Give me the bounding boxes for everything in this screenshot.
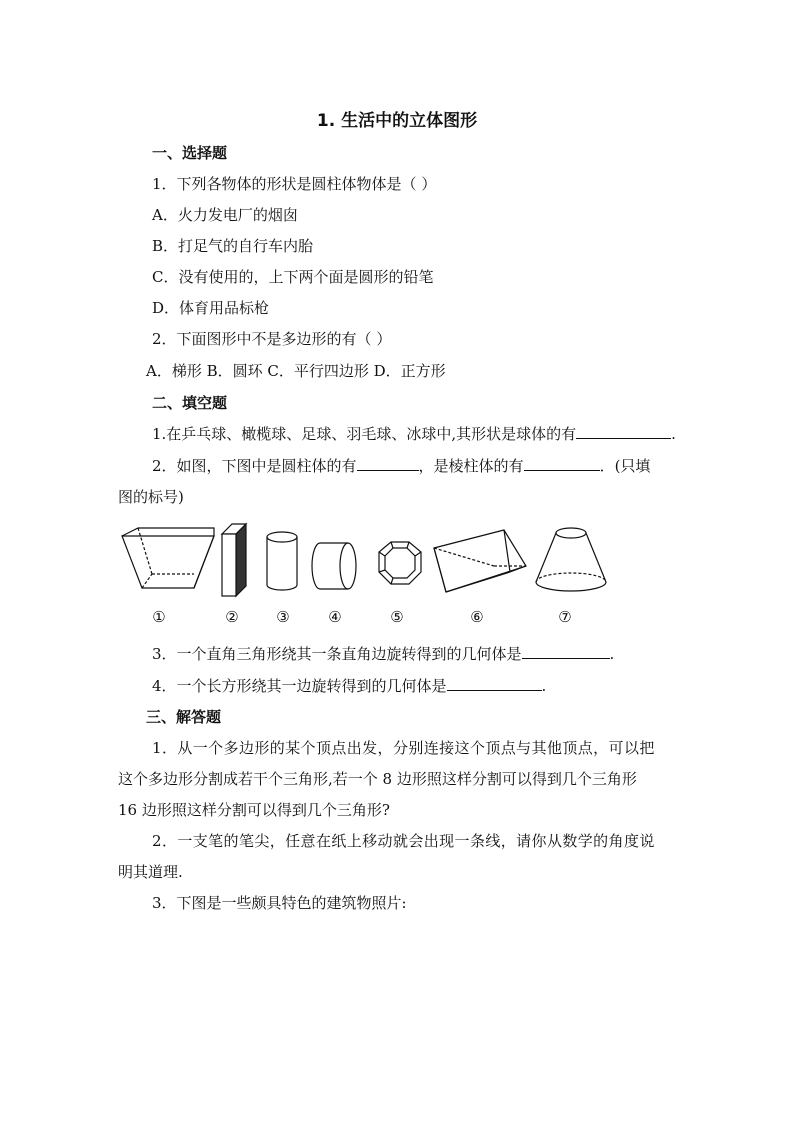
solve-question-2-line2: 明其道理. <box>118 863 183 881</box>
fill-question-3-end: . <box>609 645 615 663</box>
solve-question-2-line1: 2．一支笔的笔尖，任意在纸上移动就会出现一条线，请你从数学的角度说 <box>152 832 655 850</box>
figure-3-cylinder <box>264 530 300 596</box>
question-1-stem: 1．下列各物体的形状是圆柱体物体是（ ） <box>152 175 437 193</box>
section-heading-choice: 一、选择题 <box>152 144 228 162</box>
figure-1-frustum-prism <box>118 526 218 598</box>
solve-question-3-line1: 3．下图是一些颇具特色的建筑物照片: <box>152 894 407 912</box>
fill-question-1-text: 1.在乒乓球、橄榄球、足球、羽毛球、冰球中,其形状是球体的有 <box>152 425 577 443</box>
fill-question-3 <box>152 644 614 664</box>
section-heading-solve: 三、解答题 <box>146 708 222 726</box>
fill-question-1-end: . <box>671 425 676 443</box>
fill-question-2-part2: ，是棱柱体的有 <box>418 457 524 475</box>
fill-question-2-part3: ．(只填 <box>599 457 651 475</box>
figure-6-triangular-prism <box>430 528 530 600</box>
answer-blank[interactable] <box>447 676 542 691</box>
fill-question-4-end: . <box>541 677 547 695</box>
answer-blank-prism[interactable] <box>524 456 600 471</box>
page-title: 1. 生活中的立体图形 <box>316 111 478 131</box>
answer-blank[interactable] <box>522 644 610 659</box>
figure-label-6: ⑥ <box>470 608 484 626</box>
fill-question-2 <box>152 456 650 476</box>
fill-question-4 <box>152 676 546 696</box>
figure-4-horizontal-cylinder <box>312 540 358 596</box>
fill-question-1 <box>152 424 676 444</box>
solve-question-1-line2: 这个多边形分割成若干个三角形,若一个 8 边形照这样分割可以得到几个三角形 <box>118 770 637 788</box>
fill-question-3-text: 3．一个直角三角形绕其一条直角边旋转得到的几何体是 <box>152 645 522 663</box>
solve-question-1-line3: 16 边形照这样分割可以得到几个三角形? <box>118 801 390 819</box>
fill-question-2-part1: 2．如图，下图中是圆柱体的有 <box>152 457 357 475</box>
option-b: B．打足气的自行车内胎 <box>152 237 314 255</box>
figure-7-frustum <box>532 526 610 598</box>
figure-5-octagonal-prism <box>377 540 423 592</box>
question-2-stem: 2．下面图形中不是多边形的有（ ） <box>152 330 392 348</box>
option-a: A．火力发电厂的烟囱 <box>152 206 298 224</box>
fill-question-2-continued: 图的标号) <box>118 488 184 506</box>
figure-label-5: ⑤ <box>390 608 404 626</box>
figure-label-4: ④ <box>328 608 342 626</box>
solve-question-1-line1: 1．从一个多边形的某个顶点出发，分别连接这个顶点与其他顶点，可以把 <box>152 739 655 757</box>
section-heading-fill: 二、填空题 <box>152 394 228 412</box>
figure-label-7: ⑦ <box>558 608 572 626</box>
figure-label-1: ① <box>152 608 166 626</box>
fill-question-4-text: 4．一个长方形绕其一边旋转得到的几何体是 <box>152 677 447 695</box>
figure-2-rectangular-prism <box>220 522 250 602</box>
answer-blank[interactable] <box>576 424 671 439</box>
answer-blank-cylinder[interactable] <box>357 456 419 471</box>
figure-label-3: ③ <box>276 608 290 626</box>
option-c: C．没有使用的，上下两个面是圆形的铅笔 <box>152 268 434 286</box>
figure-label-2: ② <box>225 608 239 626</box>
option-d: D．体育用品标枪 <box>152 299 270 317</box>
question-2-options: A．梯形 B．圆环 C．平行四边形 D．正方形 <box>146 362 446 380</box>
